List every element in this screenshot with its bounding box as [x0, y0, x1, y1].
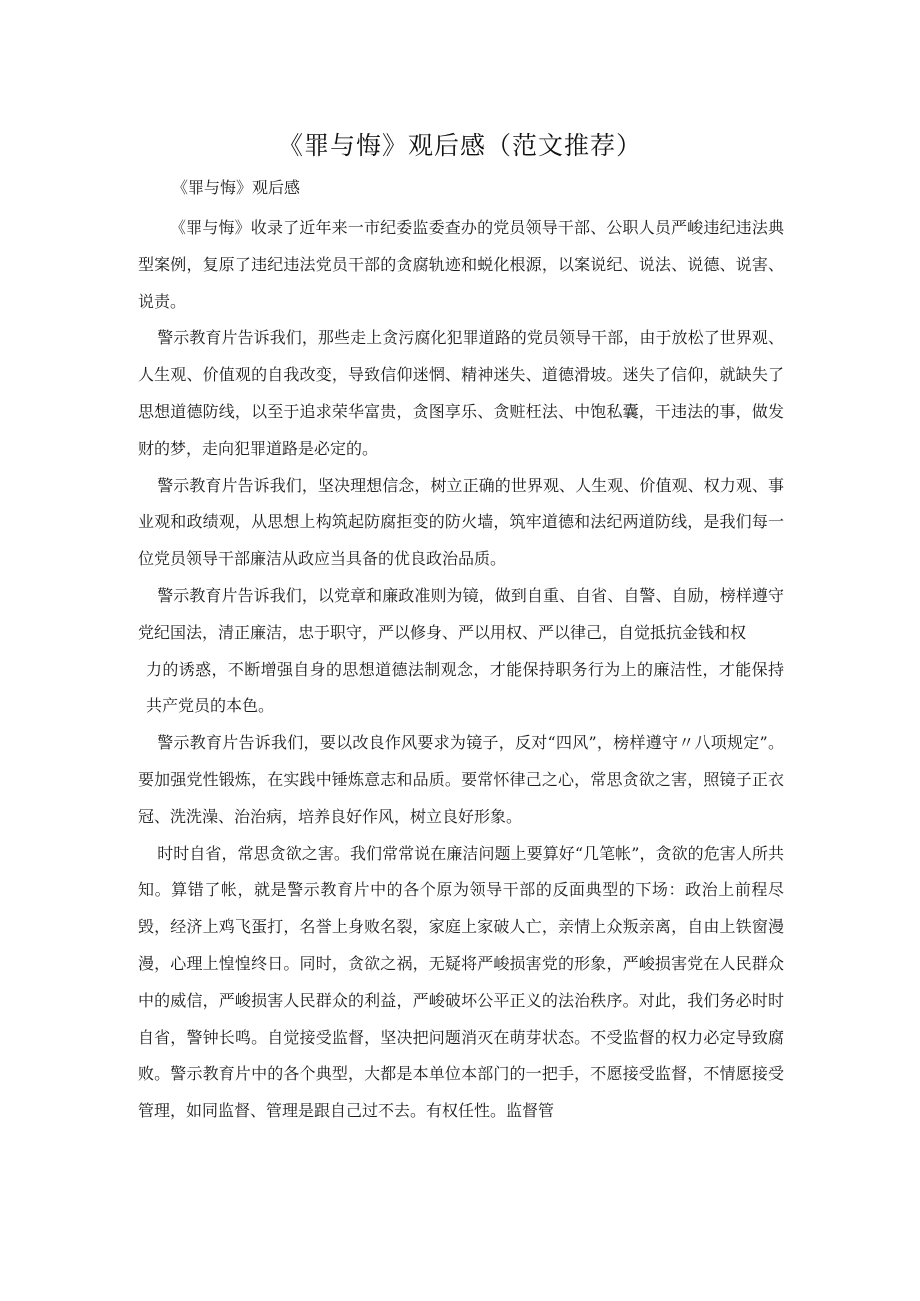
paragraph-warning-2: 警示教育片告诉我们，坚决理想信念，树立正确的世界观、人生观、价值观、权力观、事业观和政绩观，从思想上构筑起防腐拒变的防火墙，筑牢道德和法纪两道防线，是我们每一位党员领导干部廉洁从政应当具备的优良政治品质。: [138, 475, 784, 569]
paragraph-self-reflection: 时时自省，常思贪欲之害。我们常常说在廉洁问题上要算好“几笔帐”，贪欲的危害人所共知。算错了帐，就是警示教育片中的各个原为领导干部的反面典型的下场：政治上前程尽毁，经济上鸡飞蛋打，名誉上身败名裂，家庭上家破人亡，亲情上众叛亲离，自由上铁窗漫漫，心理上惶惶终日。同时，贪欲之祸，无疑将严峻损害党的形象，严峻损害党在人民群众中的威信，严峻损害人民群众的利益，严峻破坏公平正义的法治秩序。对此，我们务必时时自省，警钟长鸣。自觉接受监督，坚决把问题消灭在萌芽状态。不受监督的权力必定导致腐败。警示教育片中的各个典型，大都是本单位本部门的一把手，不愿接受监督，不情愿接受管理，如同监督、管理是跟自己过不去。有权任性。监督管: [138, 843, 784, 1121]
document-title: 《罪与悔》观后感（范文推荐）: [277, 131, 642, 160]
paragraph-warning-4: 警示教育片告诉我们，要以改良作风要求为镜子，反对“四风”，榜样遵守〃八项规定”。要加强党性锻炼，在实践中锤炼意志和品质。要常怀律己之心，常思贪欲之害，照镜子正衣冠、洗洗澡、治治病，培养良好作风，树立良好形象。: [138, 733, 784, 826]
paragraph-warning-1: 警示教育片告诉我们，那些走上贪污腐化犯罪道路的党员领导干部，由于放松了世界观、人生观、价值观的自我改变，导致信仰迷惘、精神迷失、道德滑坡。迷失了信仰，就缺失了思想道德防线，以至于追求荣华富贵，贪图享乐、贪赃枉法、中饱私囊，干违法的事，做发财的梦，走向犯罪道路是必定的。: [138, 328, 784, 458]
paragraph-warning-3: 警示教育片告诉我们，以党章和廉政准则为镜，做到自重、自省、自警、自励，榜样遵守党纪国法，清正廉洁，忠于职守，严以修身、严以用权、严以律己，自觉抵抗金钱和权: [138, 585, 784, 642]
document-subtitle: 《罪与悔》观后感: [172, 178, 301, 197]
paragraph-intro: 《罪与悔》收录了近年来一市纪委监委查办的党员领导干部、公职人员严峻违纪违法典型案例，复原了违纪违法党员干部的贪腐轨迹和蜕化根源，以案说纪、说法、说德、说害、说责。: [138, 218, 784, 311]
document-body: [138, 210, 784, 1130]
paragraph-warning-3-continued: 力的诱惑，不断增强自身的思想道德法制观念，才能保持职务行为上的廉洁性，才能保持共产党员的本色。: [146, 659, 784, 716]
